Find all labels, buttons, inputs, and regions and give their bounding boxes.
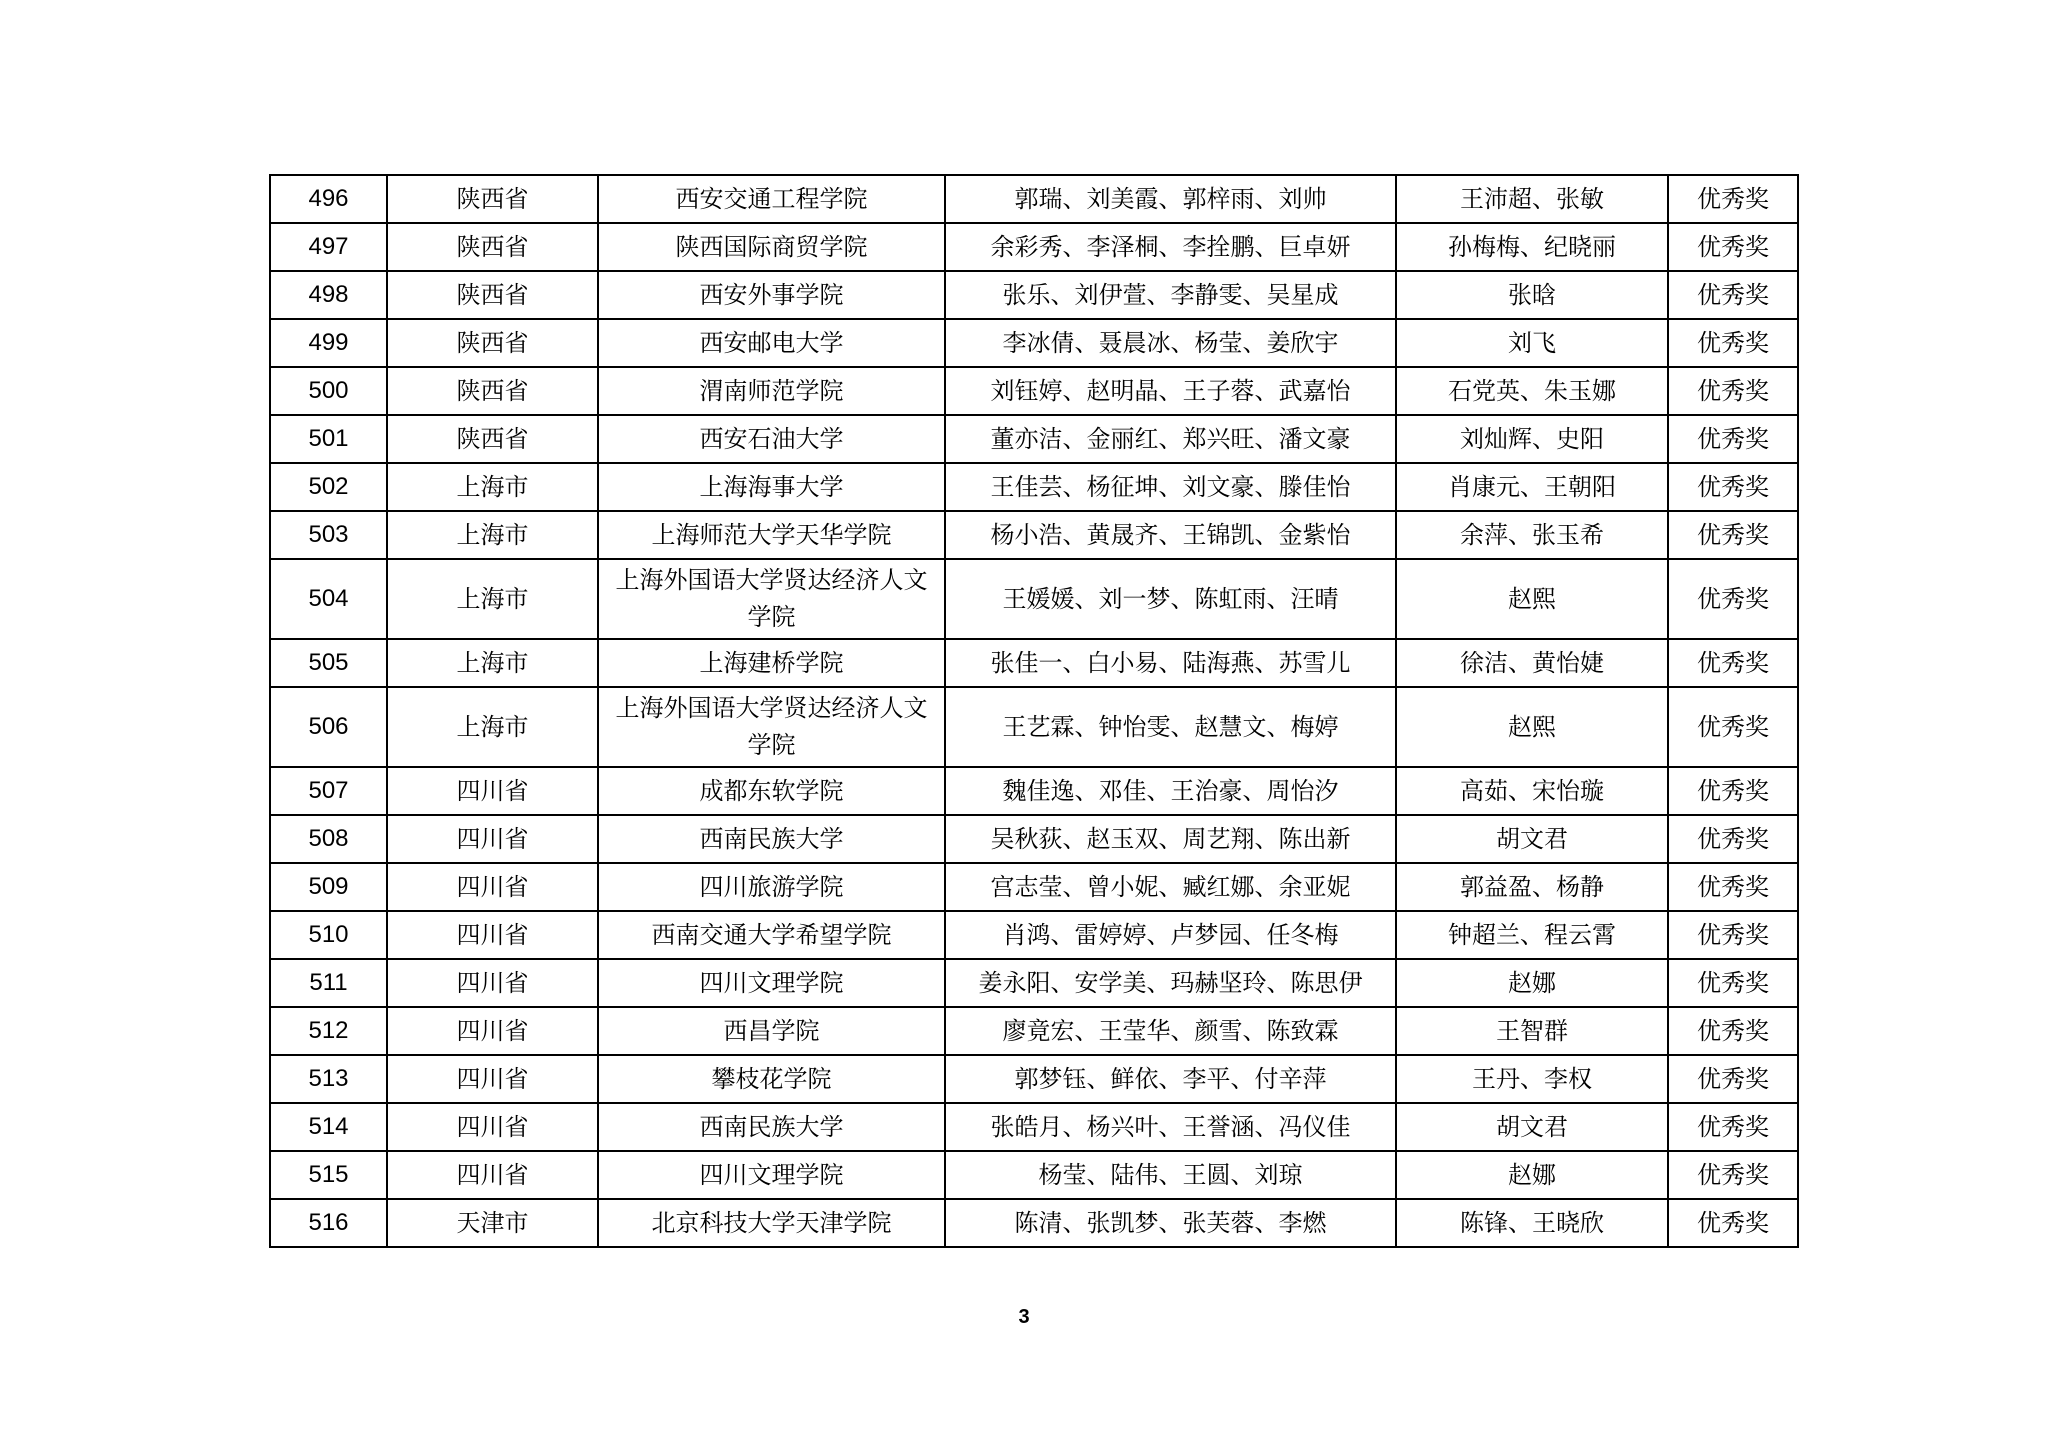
cell-region: 四川省 [387,1103,598,1151]
cell-region: 四川省 [387,767,598,815]
cell-members: 余彩秀、李泽桐、李拴鹏、巨卓妍 [945,223,1396,271]
cell-members: 董亦洁、金丽红、郑兴旺、潘文豪 [945,415,1396,463]
cell-advisor: 钟超兰、程云霄 [1396,911,1668,959]
cell-number: 509 [270,863,387,911]
cell-school: 上海师范大学天华学院 [598,511,945,559]
cell-number: 503 [270,511,387,559]
cell-advisor: 郭益盈、杨静 [1396,863,1668,911]
cell-number: 513 [270,1055,387,1103]
cell-school: 西安邮电大学 [598,319,945,367]
cell-award: 优秀奖 [1668,767,1798,815]
cell-region: 天津市 [387,1199,598,1247]
cell-school: 西南民族大学 [598,815,945,863]
cell-advisor: 余萍、张玉希 [1396,511,1668,559]
cell-school: 攀枝花学院 [598,1055,945,1103]
cell-award: 优秀奖 [1668,911,1798,959]
cell-region: 四川省 [387,1007,598,1055]
cell-school: 渭南师范学院 [598,367,945,415]
cell-award: 优秀奖 [1668,511,1798,559]
cell-members: 陈清、张凯梦、张芙蓉、李燃 [945,1199,1396,1247]
cell-number: 507 [270,767,387,815]
cell-advisor: 肖康元、王朝阳 [1396,463,1668,511]
cell-region: 四川省 [387,1055,598,1103]
cell-award: 优秀奖 [1668,1055,1798,1103]
cell-number: 514 [270,1103,387,1151]
table-row [270,367,1798,415]
cell-advisor: 刘灿辉、史阳 [1396,415,1668,463]
cell-number: 512 [270,1007,387,1055]
cell-school: 陕西国际商贸学院 [598,223,945,271]
cell-members: 吴秋荻、赵玉双、周艺翔、陈出新 [945,815,1396,863]
cell-award: 优秀奖 [1668,319,1798,367]
cell-members: 张佳一、白小易、陆海燕、苏雪儿 [945,639,1396,687]
table-row [270,271,1798,319]
table-row [270,815,1798,863]
cell-award: 优秀奖 [1668,1151,1798,1199]
cell-school: 西安石油大学 [598,415,945,463]
table-row [270,863,1798,911]
cell-members: 王佳芸、杨征坤、刘文豪、滕佳怡 [945,463,1396,511]
cell-award: 优秀奖 [1668,1199,1798,1247]
cell-number: 505 [270,639,387,687]
table-row [270,463,1798,511]
table-row [270,959,1798,1007]
cell-school: 西昌学院 [598,1007,945,1055]
cell-advisor: 赵娜 [1396,959,1668,1007]
cell-members: 郭梦钰、鲜依、李平、付辛萍 [945,1055,1396,1103]
cell-region: 陕西省 [387,367,598,415]
cell-members: 张皓月、杨兴叶、王誉涵、冯仪佳 [945,1103,1396,1151]
cell-school: 上海海事大学 [598,463,945,511]
table-row [270,415,1798,463]
cell-members: 肖鸿、雷婷婷、卢梦园、任冬梅 [945,911,1396,959]
cell-school: 西安交通工程学院 [598,175,945,223]
awards-table [269,174,1799,1248]
cell-award: 优秀奖 [1668,863,1798,911]
cell-region: 陕西省 [387,415,598,463]
cell-school: 西安外事学院 [598,271,945,319]
cell-number: 508 [270,815,387,863]
table-row [270,511,1798,559]
cell-school: 四川文理学院 [598,959,945,1007]
table-row [270,687,1798,767]
cell-number: 500 [270,367,387,415]
table-row [270,1151,1798,1199]
table-row [270,767,1798,815]
cell-members: 郭瑞、刘美霞、郭梓雨、刘帅 [945,175,1396,223]
table-row [270,1007,1798,1055]
cell-region: 陕西省 [387,271,598,319]
cell-members: 廖竟宏、王莹华、颜雪、陈致霖 [945,1007,1396,1055]
cell-region: 四川省 [387,815,598,863]
cell-award: 优秀奖 [1668,271,1798,319]
cell-region: 四川省 [387,1151,598,1199]
cell-advisor: 陈锋、王晓欣 [1396,1199,1668,1247]
cell-award: 优秀奖 [1668,959,1798,1007]
table-row [270,175,1798,223]
cell-school: 北京科技大学天津学院 [598,1199,945,1247]
cell-award: 优秀奖 [1668,463,1798,511]
cell-region: 上海市 [387,639,598,687]
table-row [270,1199,1798,1247]
cell-award: 优秀奖 [1668,639,1798,687]
cell-award: 优秀奖 [1668,1007,1798,1055]
table-row [270,911,1798,959]
cell-members: 刘钰婷、赵明晶、王子蓉、武嘉怡 [945,367,1396,415]
cell-advisor: 王沛超、张敏 [1396,175,1668,223]
cell-advisor: 赵熙 [1396,687,1668,767]
table-row [270,559,1798,639]
cell-school: 上海外国语大学贤达经济人文学院 [598,687,945,767]
cell-advisor: 王智群 [1396,1007,1668,1055]
cell-number: 511 [270,959,387,1007]
cell-number: 497 [270,223,387,271]
cell-award: 优秀奖 [1668,367,1798,415]
cell-school: 成都东软学院 [598,767,945,815]
cell-members: 杨莹、陆伟、王圆、刘琼 [945,1151,1396,1199]
cell-award: 优秀奖 [1668,223,1798,271]
cell-advisor: 徐洁、黄怡婕 [1396,639,1668,687]
cell-school: 上海建桥学院 [598,639,945,687]
cell-advisor: 刘飞 [1396,319,1668,367]
cell-region: 陕西省 [387,319,598,367]
cell-number: 510 [270,911,387,959]
cell-advisor: 孙梅梅、纪晓丽 [1396,223,1668,271]
cell-number: 506 [270,687,387,767]
cell-region: 四川省 [387,911,598,959]
table-row [270,319,1798,367]
cell-school: 西南交通大学希望学院 [598,911,945,959]
cell-award: 优秀奖 [1668,687,1798,767]
cell-region: 上海市 [387,463,598,511]
cell-members: 魏佳逸、邓佳、王治豪、周怡汐 [945,767,1396,815]
cell-advisor: 胡文君 [1396,1103,1668,1151]
cell-number: 515 [270,1151,387,1199]
cell-advisor: 张晗 [1396,271,1668,319]
cell-region: 陕西省 [387,223,598,271]
cell-school: 四川旅游学院 [598,863,945,911]
cell-award: 优秀奖 [1668,175,1798,223]
cell-number: 499 [270,319,387,367]
awards-table-body [270,175,1798,1247]
table-row [270,639,1798,687]
cell-number: 498 [270,271,387,319]
cell-advisor: 赵熙 [1396,559,1668,639]
cell-award: 优秀奖 [1668,1103,1798,1151]
cell-region: 上海市 [387,559,598,639]
page-number: 3 [1018,1306,1030,1328]
cell-members: 王艺霖、钟怡雯、赵慧文、梅婷 [945,687,1396,767]
cell-members: 张乐、刘伊萱、李静雯、吴星成 [945,271,1396,319]
table-row [270,1055,1798,1103]
cell-number: 516 [270,1199,387,1247]
cell-award: 优秀奖 [1668,415,1798,463]
cell-advisor: 胡文君 [1396,815,1668,863]
cell-advisor: 高茹、宋怡璇 [1396,767,1668,815]
cell-number: 502 [270,463,387,511]
cell-advisor: 王丹、李权 [1396,1055,1668,1103]
cell-school: 四川文理学院 [598,1151,945,1199]
cell-region: 四川省 [387,959,598,1007]
cell-advisor: 石党英、朱玉娜 [1396,367,1668,415]
cell-award: 优秀奖 [1668,815,1798,863]
cell-school: 上海外国语大学贤达经济人文学院 [598,559,945,639]
cell-number: 504 [270,559,387,639]
cell-school: 西南民族大学 [598,1103,945,1151]
cell-members: 杨小浩、黄晟齐、王锦凯、金紫怡 [945,511,1396,559]
cell-region: 上海市 [387,511,598,559]
cell-number: 496 [270,175,387,223]
cell-region: 上海市 [387,687,598,767]
table-row [270,223,1798,271]
cell-number: 501 [270,415,387,463]
table-row [270,1103,1798,1151]
cell-members: 姜永阳、安学美、玛赫坚玲、陈思伊 [945,959,1396,1007]
cell-region: 四川省 [387,863,598,911]
cell-members: 王媛媛、刘一梦、陈虹雨、汪晴 [945,559,1396,639]
cell-region: 陕西省 [387,175,598,223]
cell-members: 李冰倩、聂晨冰、杨莹、姜欣宇 [945,319,1396,367]
cell-members: 宫志莹、曾小妮、臧红娜、余亚妮 [945,863,1396,911]
cell-advisor: 赵娜 [1396,1151,1668,1199]
cell-award: 优秀奖 [1668,559,1798,639]
